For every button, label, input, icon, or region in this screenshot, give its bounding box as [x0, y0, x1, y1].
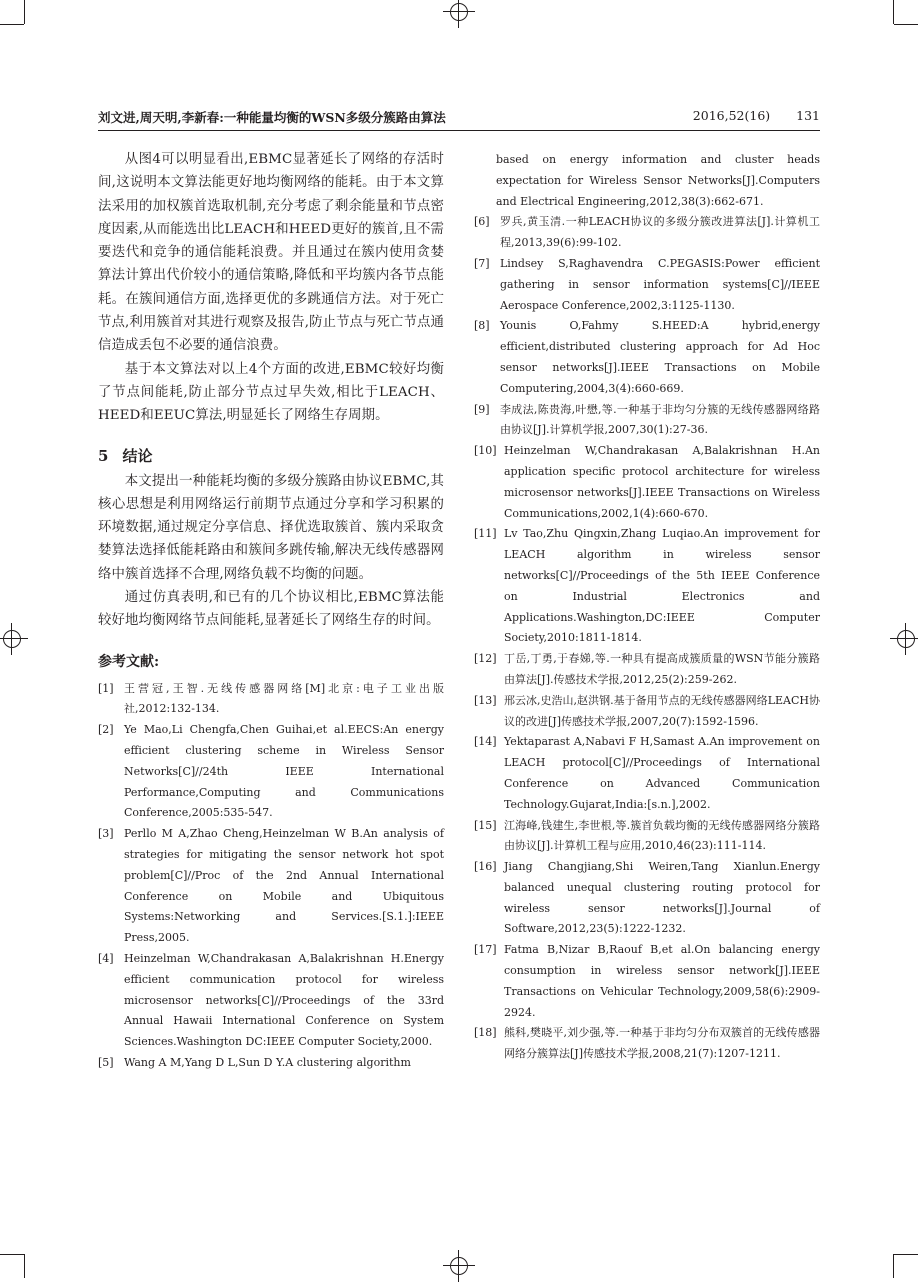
crop-mark-tl-v — [24, 0, 25, 24]
crop-mark-bl-v — [24, 1254, 25, 1278]
reference-text: Younis O,Fahmy S.HEED:A hybrid,energy efficient,distributed clustering approach for Ad Hoc sensor networks[J].IEEE Transactions on Mobile Computering,2004,3(4):660-669. — [500, 319, 820, 395]
reference-item — [98, 1053, 444, 1074]
reference-item — [474, 857, 820, 940]
reference-item — [474, 441, 820, 524]
reference-item — [474, 732, 820, 815]
reference-item — [98, 949, 444, 1053]
reference-continuation: based on energy information and cluster heads expectation for Wireless Sensor Networks[J].Computers and Electrical Engineering,2012,38(3):662-671. — [496, 153, 820, 208]
reference-number: [13] — [474, 693, 497, 707]
section-heading — [98, 446, 444, 466]
reference-text: Wang A M,Yang D L,Sun D Y.A clustering algorithm — [124, 1055, 411, 1069]
references-heading: 参考文献: — [98, 653, 160, 670]
reference-number: [10] — [474, 444, 497, 458]
reference-item — [474, 400, 820, 442]
reference-number: [5] — [98, 1055, 114, 1069]
reference-item — [474, 254, 820, 316]
reference-text: Heinzelman W,Chandrakasan A,Balakrishnan H.An application specific protocol architecture for wireless microsensor networks[J].IEEE Transactions on Wireless Communications,2002,1(4):660-670. — [504, 444, 820, 520]
reference-number: [8] — [474, 319, 490, 333]
section-title: 结论 — [122, 446, 153, 465]
header-meta — [671, 108, 820, 123]
reference-number: [2] — [98, 723, 114, 737]
reference-text: Jiang Changjiang,Shi Weiren,Tang Xianlun.Energy balanced unequal clustering routing protocol for wireless sensor networks[J].Journal of Software,2012,23(5):1222-1232. — [504, 860, 820, 936]
header-page-number: 131 — [796, 108, 820, 123]
reference-item — [98, 824, 444, 949]
reference-item — [98, 720, 444, 824]
reference-text: 熊科,樊晓平,刘少强,等.一种基于非均匀分布双簇首的无线传感器网络分簇算法[J]传感技术学报,2008,21(7):1207-1211. — [504, 1026, 820, 1061]
reference-text: Ye Mao,Li Chengfa,Chen Guihai,et al.EECS:An energy efficient clustering scheme in Wireless Sensor Networks[C]//24th IEEE International Performance,Computing and Communications Conference,2005:535-547. — [124, 723, 444, 820]
reference-text: Perllo M A,Zhao Cheng,Heinzelman W B.An analysis of strategies for mitigating the sensor network hot spot problem[C]//Proc of the 2nd Annual International Conference on Mobile and Ubiquitous Systems:Networking and Services.[S.1.]:IEEE Press,2005. — [124, 827, 444, 945]
reference-number: [6] — [474, 215, 490, 229]
reference-item — [474, 1023, 820, 1065]
reference-number: [11] — [474, 527, 497, 541]
reference-item — [474, 649, 820, 691]
registration-mark-left — [0, 627, 24, 651]
reference-number: [18] — [474, 1026, 497, 1040]
reference-number: [4] — [98, 952, 114, 965]
crop-mark-tr-v — [893, 0, 894, 24]
crop-mark-br-v — [893, 1254, 894, 1278]
registration-mark-bottom — [447, 1254, 471, 1278]
body-paragraph: 通过仿真表明,和已有的几个协议相比,EBMC算法能较好地均衡网络节点间能耗,显著延长了网络生存的时间。 — [98, 590, 444, 629]
reference-text: 丁岳,丁勇,于春娣,等.一种具有提高成簇质量的WSN节能分簇路由算法[J].传感技术学报,2012,25(2):259-262. — [504, 652, 820, 686]
reference-number: [3] — [98, 827, 114, 841]
reference-number: [12] — [474, 652, 497, 666]
header-title: 刘文进,周天明,李新春:一种能量均衡的WSN多级分簇路由算法 — [98, 110, 446, 125]
reference-text: Fatma B,Nizar B,Raouf B,et al.On balancing energy consumption in wireless sensor network[J].IEEE Transactions on Vehicular Technology,2009,58(6):2909-2924. — [504, 943, 820, 1019]
reference-number: [17] — [474, 943, 497, 957]
right-column — [474, 150, 820, 1065]
registration-mark-right — [894, 627, 918, 651]
reference-item — [474, 691, 820, 733]
reference-text: Lv Tao,Zhu Qingxin,Zhang Luqiao.An improvement for LEACH algorithm in wireless sensor networks[C]//Proceedings of the 5th IEEE Conference on Industrial Electronics and Applications.Washington,DC:IEEE Computer Society,2010:1811-1814. — [504, 527, 820, 645]
registration-mark-top — [447, 0, 471, 24]
left-column — [98, 148, 444, 1074]
reference-number: [16] — [474, 860, 497, 874]
section-number: 5 — [98, 446, 109, 465]
crop-mark-br-h — [894, 1254, 918, 1255]
reference-text: 李成法,陈贵海,叶懋,等.一种基于非均匀分簇的无线传感器网络路由协议[J].计算机学报,2007,30(1):27-36. — [500, 402, 820, 437]
crop-mark-bl-h — [0, 1254, 24, 1255]
reference-text: 罗兵,黄玉清.一种LEACH协议的多级分簇改进算法[J].计算机工程,2013,39(6):99-102. — [500, 215, 820, 250]
reference-text: Yektaparast A,Nabavi F H,Samast A.An improvement on LEACH protocol[C]//Proceedings of International Conference on Advanced Communication Technology.Gujarat,India:[s.n.],2002. — [504, 735, 820, 811]
reference-item — [98, 679, 444, 721]
header-rule — [98, 130, 820, 131]
reference-number: [15] — [474, 818, 497, 832]
reference-item — [474, 940, 820, 1023]
reference-number: [1] — [98, 681, 114, 695]
reference-text: 邢云冰,史浩山,赵洪钢.基于备用节点的无线传感器网络LEACH协议的改进[J]传感技术学报,2007,20(7):1592-1596. — [504, 693, 820, 728]
body-paragraph: 本文提出一种能耗均衡的多级分簇路由协议EBMC,其核心思想是利用网络运行前期节点通过分享和学习积累的环境数据,通过规定分享信息、择优选取簇首、簇内采取贪婪算法选择低能耗路由和簇间多跳传输,解决无线传感器网络中簇首选择不合理,网络负载不均衡的问题。 — [98, 473, 444, 582]
reference-text: Lindsey S,Raghavendra C.PEGASIS:Power efficient gathering in sensor information systems[C]//IEEE Aerospace Conference,2002,3:1125-1130. — [500, 256, 820, 312]
header-issue: 2016,52(16) — [692, 108, 771, 123]
body-paragraph: 基于本文算法对以上4个方面的改进,EBMC较好均衡了节点间能耗,防止部分节点过早失效,相比于LEACH、HEED和EEUC算法,明显延长了网络生存周期。 — [98, 361, 444, 424]
reference-item — [474, 524, 820, 649]
crop-mark-tr-h — [894, 24, 918, 25]
reference-text: 江海峰,钱建生,李世根,等.簇首负载均衡的无线传感器网络分簇路由协议[J].计算机工程与应用,2010,46(23):111-114. — [504, 818, 820, 853]
crop-mark-tl-h — [0, 24, 24, 25]
reference-number: [14] — [474, 735, 497, 749]
reference-number: [9] — [474, 402, 490, 416]
reference-text: 王营冠,王智.无线传感器网络[M]北京:电子工业出版社,2012:132-134. — [124, 681, 444, 716]
reference-text: Heinzelman W,Chandrakasan A,Balakrishnan H.Energy efficient communication protocol for wireless microsensor networks[C]//Proceedings of the 33rd Annual Hawaii International Conference on System Sciences.Washington DC:IEEE Computer Society,2000. — [124, 952, 444, 1049]
reference-item — [474, 816, 820, 858]
reference-item — [474, 212, 820, 254]
reference-number: [7] — [474, 256, 490, 270]
reference-item — [474, 316, 820, 399]
running-header — [98, 108, 820, 132]
body-paragraph: 从图4可以明显看出,EBMC显著延长了网络的存活时间,这说明本文算法能更好地均衡网络的能耗。由于本文算法采用的加权簇首选取机制,充分考虑了剩余能量和节点密度因素,从而能选出比LEACH和HEED更好的簇首,且不需要迭代和竞争的通信能耗浪费。并且通过在簇内使用贪婪算法计算出代价较小的通信策略,降低和平均簇内各节点能耗。在簇间通信方面,选择更优的多跳通信方法。对于死亡节点,利用簇首对其进行观察及报告,防止节点与死亡节点通信造成丢包不必要的通信浪费。 — [98, 152, 444, 354]
